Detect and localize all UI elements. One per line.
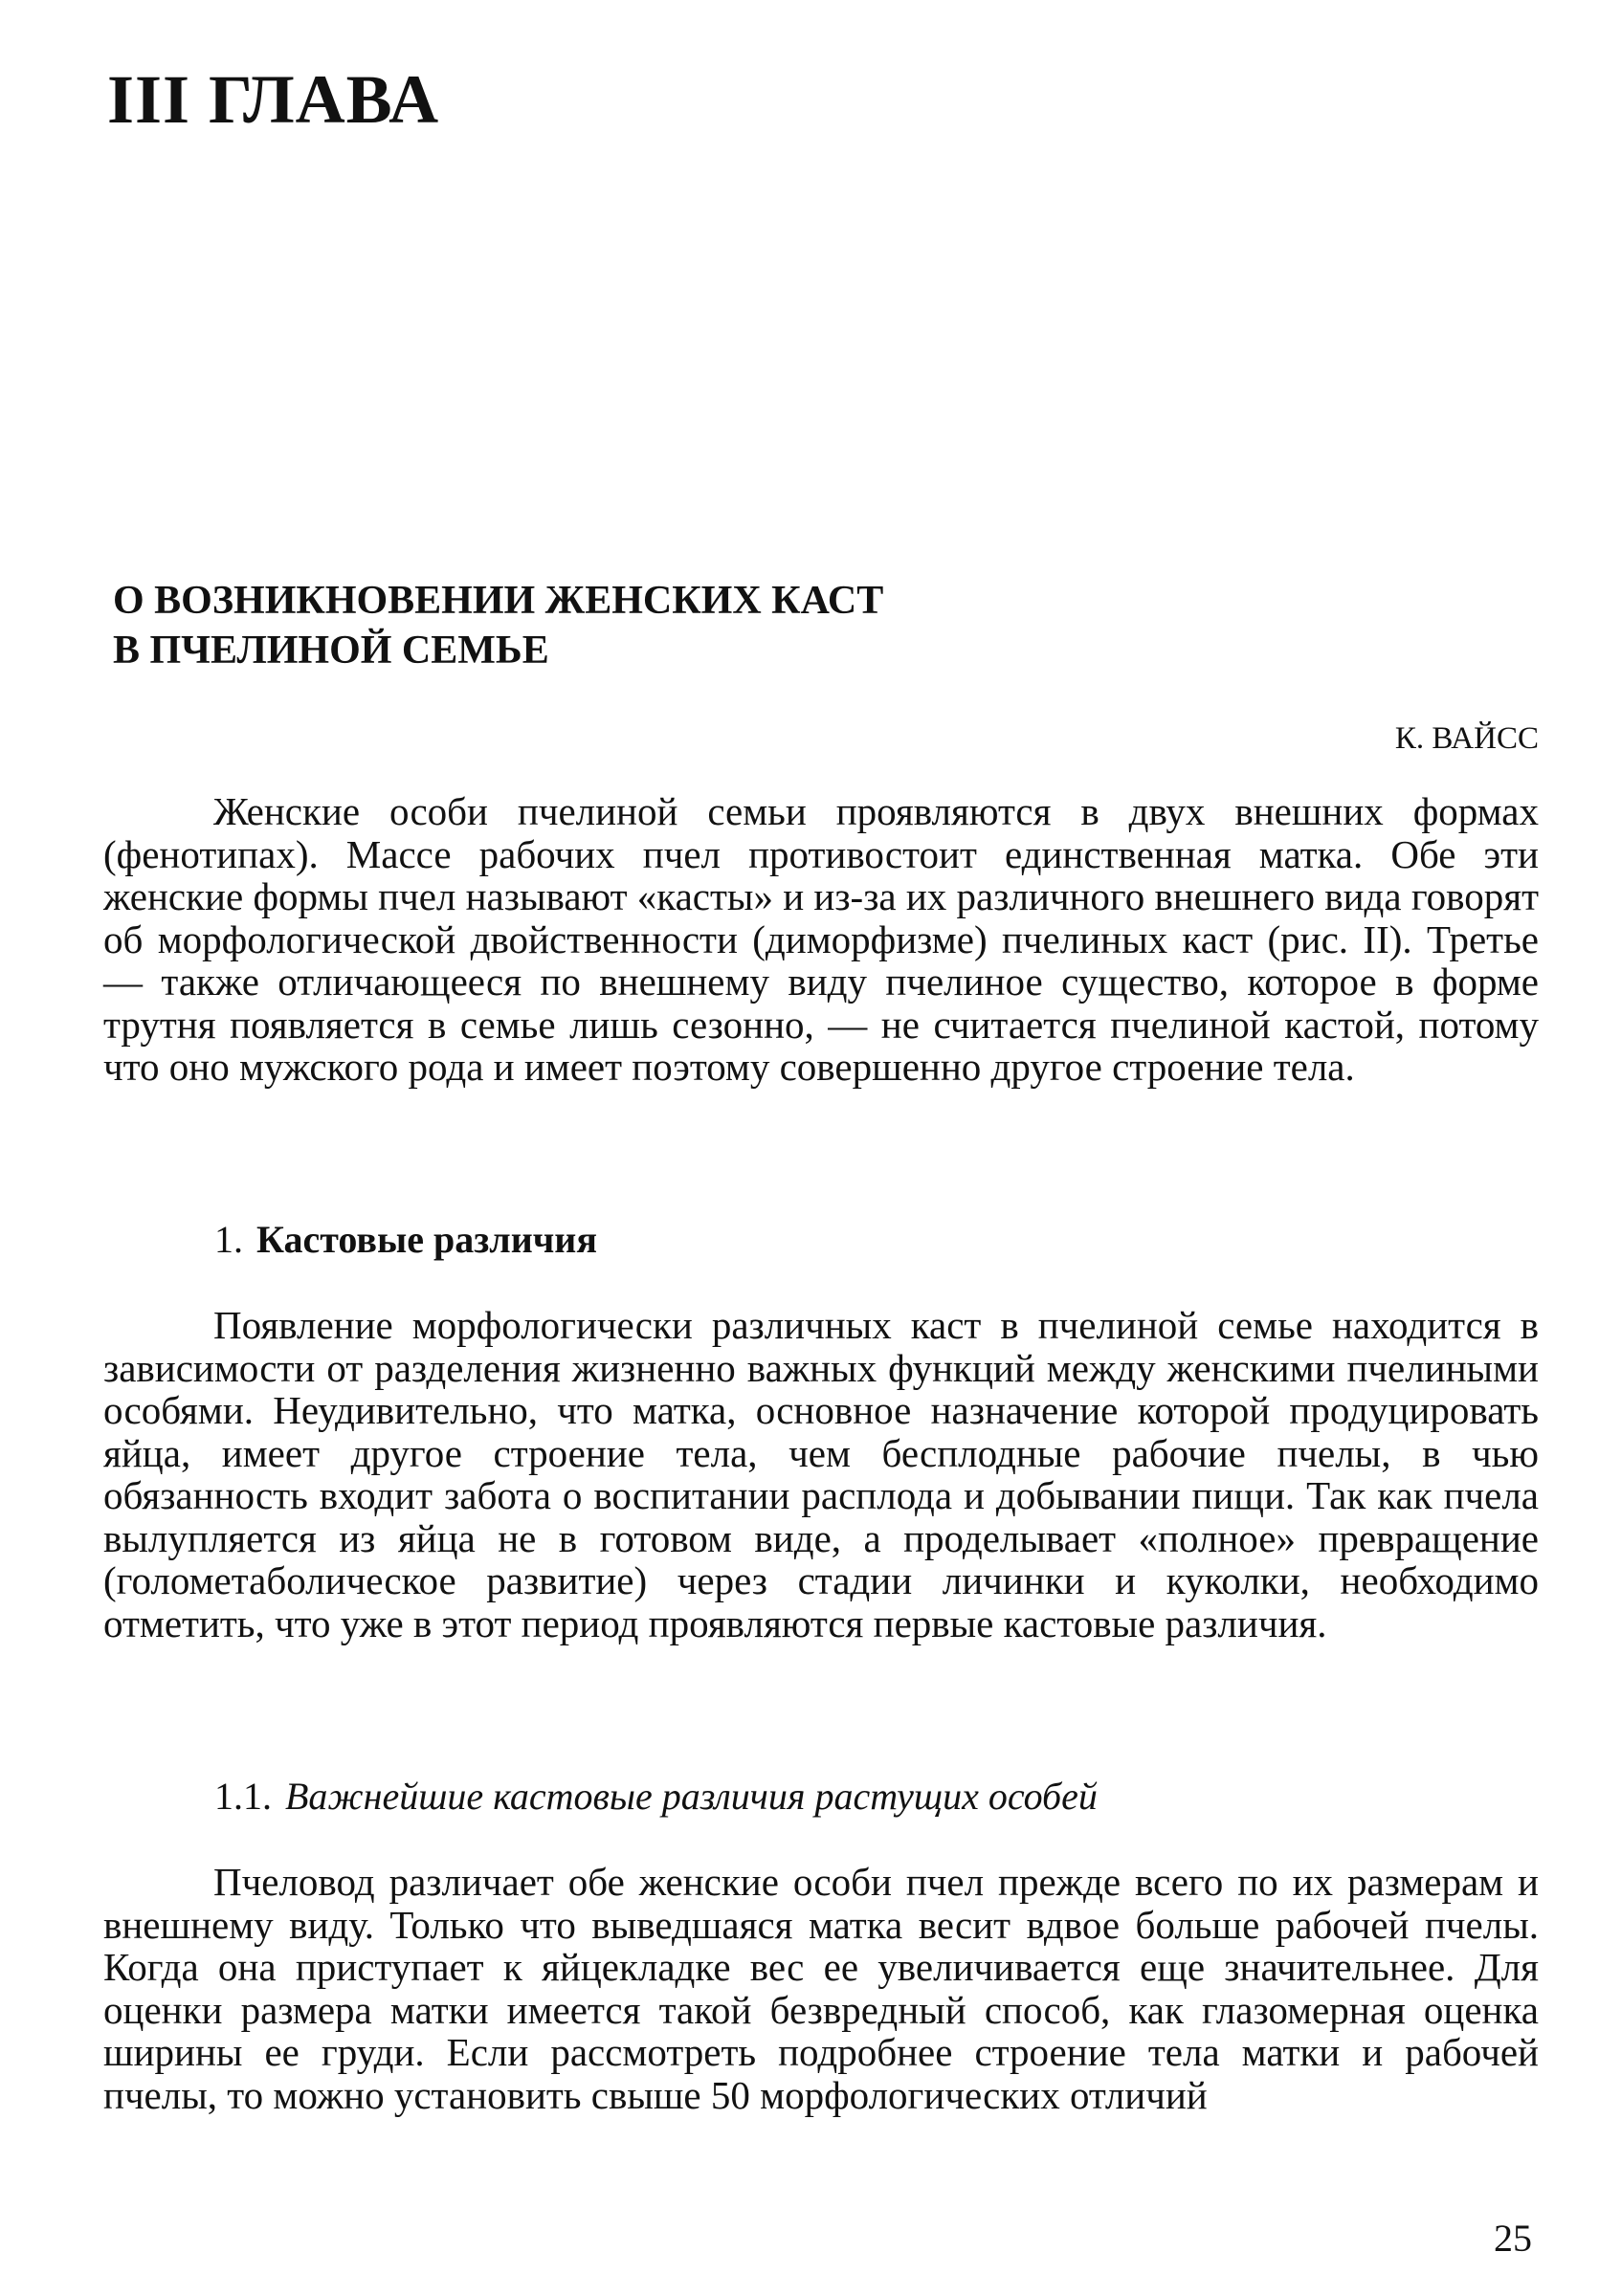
article-title — [113, 576, 883, 675]
chapter-heading: III ГЛАВА — [107, 61, 440, 138]
section-heading-1 — [214, 1218, 597, 1262]
paragraph-caste-differences: Появление морфологически различных каст в пчелиной семье находится в зависимости от разделения жизненно важных функций между женскими пчелиными особями. Неудивительно, что матка, основное назначение которой продуцировать яйца, имеет другое строение тела, чем бесплодные рабочие пчелы, в чью обязанность входит забота о воспитании расплода и добывании пищи. Так как пчела вылупляется из яйца не в готовом виде, а проделывает «полное» превращение (голометаболическое развитие) через стадии личинки и куколки, необходимо отметить, что уже в этот период проявляются первые кастовые различия. — [103, 1303, 1539, 1645]
paragraph-growing-individuals: Пчеловод различает обе женские особи пчел прежде всего по их размерам и внешнему виду. Только что выведшаяся матка весит вдвое больше рабочей пчелы. Когда она приступает к яйцекладке вес ее увеличивается еще значительнее. Для оценки размера матки имеется такой безвредный способ, как глазомерная оценка ширины ее груди. Если рассмотреть подробнее строение тела матки и рабочей пчелы, то можно установить свыше 50 морфологических отличий — [103, 1860, 1539, 2117]
author-name: К. ВАЙСС — [1394, 721, 1539, 756]
section-title: Кастовые различия — [256, 1218, 597, 1261]
paragraph-intro: Женские особи пчелиной семьи проявляются в двух внешних формах (фенотипах). Массе рабочих пчел противостоит единственная матка. Обе эти женские формы пчел называют «касты» и из-за их различного внешнего вида говорят об морфологической двойственности (диморфизме) пчелиных каст (рис. II). Третье — также отличающееся по внешнему виду пчелиное существо, которое в форме трутня появляется в семье лишь сезонно, — не считается пчелиной кастой, потому что оно мужского рода и имеет поэтому совершенно другое строение тела. — [103, 789, 1539, 1089]
page-number: 25 — [1494, 2217, 1532, 2260]
section-number: 1. — [214, 1218, 243, 1261]
article-title-line-2: В ПЧЕЛИНОЙ СЕМЬЕ — [113, 629, 549, 673]
section-heading-1-1 — [214, 1775, 1098, 1819]
subsection-number: 1.1. — [214, 1775, 272, 1818]
subsection-title: Важнейшие кастовые различия растущих особей — [285, 1775, 1098, 1818]
article-title-line-1: О ВОЗНИКНОВЕНИИ ЖЕНСКИХ КАСТ — [113, 579, 884, 623]
